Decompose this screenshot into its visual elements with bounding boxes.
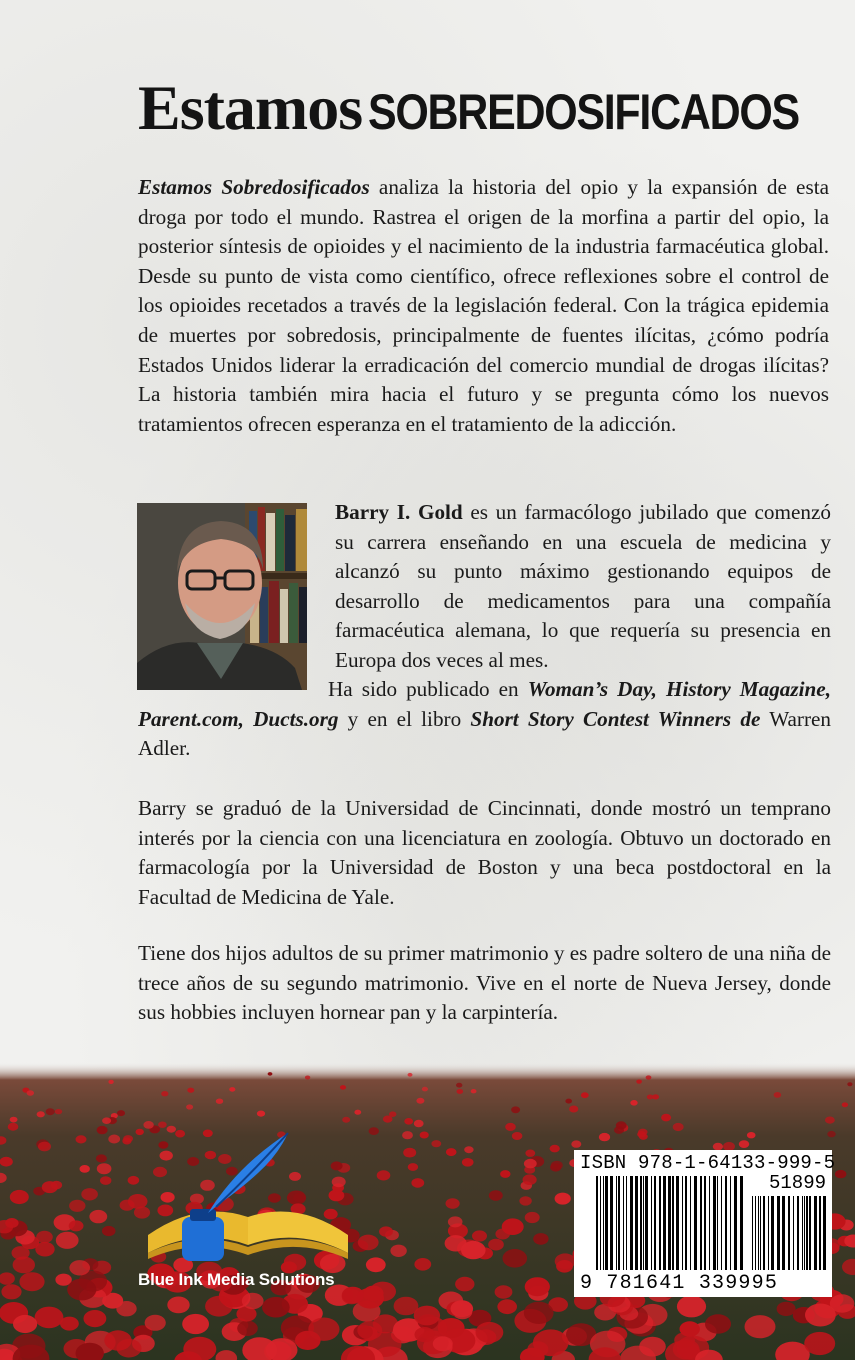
poppy-flower — [161, 1091, 168, 1096]
poppy-flower — [402, 1131, 413, 1139]
barcode-bar — [603, 1176, 604, 1270]
poppy-flower — [464, 1146, 473, 1153]
barcode-bar — [600, 1176, 601, 1270]
poppy-flower — [599, 1133, 610, 1141]
book-title — [138, 72, 838, 143]
poppy-flower — [661, 1114, 671, 1122]
barcode-bar — [640, 1176, 642, 1270]
isbn-number: ISBN 978-1-64133-999-5 — [580, 1152, 836, 1174]
barcode-bar — [676, 1176, 679, 1270]
poppy-flower — [27, 1090, 34, 1096]
barcode-bar — [682, 1176, 683, 1270]
barcode-bar — [713, 1176, 716, 1270]
education-paragraph: Barry se graduó de la Universidad de Cincinnati, donde mostró un temprano interés por la ciencia con una licenciatura en zoología. Obtuvo un doctorado en farmacología por la Universidad de Boston y una beca postdoctoral en la Facultad de Medicina de Yale. — [138, 796, 831, 909]
poppy-flower — [262, 1297, 290, 1318]
barcode-bar — [626, 1176, 627, 1270]
poppy-flower — [616, 1121, 627, 1129]
title-word-estamos: Estamos — [138, 72, 363, 143]
poppy-flower — [827, 1131, 835, 1137]
barcode-bar — [616, 1176, 617, 1270]
poppy-flower — [747, 1132, 756, 1138]
publications-intro: Ha sido publicado en — [328, 677, 528, 701]
barcode-bar — [685, 1176, 687, 1270]
poppy-flower — [462, 1158, 474, 1167]
barcode-bar — [694, 1176, 697, 1270]
barcode-bar — [740, 1176, 743, 1270]
ean-number: 9 781641 339995 — [580, 1272, 779, 1295]
barcode-bar — [809, 1196, 811, 1270]
barcode-bar — [760, 1196, 761, 1270]
barcode-bar — [802, 1196, 803, 1270]
poppy-flower — [673, 1123, 684, 1131]
poppy-flower — [10, 1117, 18, 1123]
poppy-flower — [403, 1148, 416, 1158]
poppy-flower — [379, 1226, 393, 1236]
poppy-flower — [533, 1329, 569, 1356]
barcode-bar — [654, 1176, 656, 1270]
barcode-bar — [659, 1176, 661, 1270]
poppy-flower — [377, 1170, 391, 1180]
poppy-flower — [411, 1178, 424, 1188]
poppy-flower — [102, 1226, 116, 1236]
poppy-flower — [305, 1076, 310, 1080]
poppy-flower — [805, 1304, 836, 1327]
poppy-flower — [533, 1233, 548, 1245]
poppy-flower — [414, 1120, 424, 1127]
poppy-flower — [389, 1111, 396, 1117]
poppy-flower — [636, 1080, 642, 1084]
poppy-flower — [237, 1321, 258, 1336]
poppy-flower — [420, 1132, 429, 1139]
poppy-flower — [76, 1135, 87, 1143]
poppy-flower — [433, 1336, 453, 1351]
poppy-flower — [446, 1198, 460, 1209]
publications-book: Short Story Contest Winners de — [470, 706, 761, 731]
barcode-bar — [763, 1196, 765, 1270]
poppy-flower — [777, 1302, 796, 1316]
poppy-flower — [96, 1154, 107, 1162]
poppy-flower — [556, 1260, 573, 1273]
poppy-flower — [637, 1131, 646, 1138]
isbn-barcode — [574, 1150, 836, 1297]
poppy-flower — [19, 1272, 44, 1291]
poppy-flower — [489, 1190, 503, 1201]
poppy-flower — [774, 1092, 782, 1098]
poppy-flower — [216, 1099, 223, 1104]
poppy-flower — [81, 1188, 98, 1200]
poppy-flower — [35, 1307, 64, 1329]
poppy-flower — [512, 1132, 523, 1140]
publications-paragraph — [138, 675, 831, 764]
poppy-flower — [825, 1117, 835, 1124]
barcode-bar — [730, 1176, 731, 1270]
poppy-flower — [445, 1235, 467, 1251]
poppy-flower — [502, 1218, 524, 1235]
barcode-bar — [734, 1176, 737, 1270]
poppy-flower — [739, 1140, 749, 1148]
poppy-flower — [182, 1314, 209, 1334]
barcode-bar — [618, 1176, 620, 1270]
poppy-flower — [551, 1161, 563, 1170]
poppy-flower — [46, 1108, 55, 1115]
poppy-flower — [187, 1088, 194, 1093]
author-portrait-image — [137, 503, 307, 690]
poppy-flower — [1, 1284, 21, 1299]
barcode-bar — [782, 1196, 785, 1270]
poppy-flower — [8, 1123, 19, 1131]
poppy-flower — [390, 1245, 406, 1257]
poppy-flower — [550, 1145, 560, 1153]
poppy-flower — [167, 1297, 189, 1314]
poppy-flower — [457, 1089, 464, 1094]
poppy-flower — [451, 1300, 474, 1317]
poppy-flower — [503, 1249, 528, 1268]
poppy-flower — [446, 1148, 457, 1156]
poppy-flower — [414, 1306, 440, 1326]
barcode-bar — [596, 1176, 598, 1270]
poppy-flower — [525, 1212, 540, 1223]
poppy-flower — [581, 1092, 589, 1098]
poppy-flower — [476, 1322, 504, 1343]
barcode-bar — [709, 1176, 710, 1270]
poppy-flower — [102, 1117, 111, 1124]
barcode-bar — [690, 1176, 691, 1270]
poppy-flower — [205, 1296, 233, 1317]
poppy-flower — [357, 1321, 382, 1340]
barcode-bar — [704, 1176, 706, 1270]
poppy-flower — [117, 1110, 125, 1116]
poppy-flower — [35, 1242, 54, 1257]
poppy-flower — [145, 1315, 166, 1331]
poppy-flower — [342, 1117, 350, 1123]
poppy-flower — [835, 1170, 846, 1178]
poppy-flower — [97, 1163, 112, 1174]
barcode-bar — [793, 1196, 794, 1270]
poppy-flower — [56, 1232, 79, 1249]
barcode-bar — [643, 1176, 644, 1270]
barcode-bar — [814, 1196, 817, 1270]
poppy-flower — [13, 1257, 35, 1274]
barcode-bar — [758, 1196, 759, 1270]
poppy-flower — [471, 1089, 477, 1093]
poppy-flower — [60, 1317, 79, 1331]
poppy-flower — [571, 1140, 581, 1147]
price-code: 51899 — [768, 1172, 826, 1194]
barcode-bar — [623, 1176, 624, 1270]
poppy-flower — [69, 1260, 90, 1275]
poppy-flower — [108, 1135, 120, 1144]
poppy-flower — [186, 1104, 193, 1109]
poppy-flower — [0, 1157, 13, 1167]
synopsis-text: analiza la historia del opio y la expansión de esta droga por todo el mundo. Rastrea el origen de la morfina a partir del opio, la posterior síntesis de opioides y el nacimiento de la industria farmacéutica global. Desde su punto de vista como científico, ofrece reflexiones sobre el control de los opioides recetados a través de la legislación federal. Con la trágica epidemia de muertes por sobredosis, principalmente de fuentes ilícitas, ¿cómo podría Estados Unidos liderar la erradicación del comercio mundial de drogas ilícitas? La historia también mira hacia el futuro y se pregunta cómo los nuevos tratamientos ofrecen esperanza en el tratamiento de la adicción. — [138, 175, 830, 436]
poppy-flower — [257, 1111, 265, 1117]
barcode-bar — [635, 1176, 638, 1270]
poppy-flower — [511, 1106, 520, 1113]
synopsis-paragraph — [138, 173, 829, 439]
poppy-flower — [415, 1327, 435, 1342]
barcode-bar — [605, 1176, 608, 1270]
poppy-flower — [804, 1332, 835, 1355]
barcode-bar — [725, 1176, 727, 1270]
barcode-bar — [610, 1176, 613, 1270]
poppy-flower — [340, 1085, 346, 1090]
author-bio-text: es un farmacólogo jubilado que comenzó su carrera enseñando en una escuela de medicina y alcanzó su punto máximo gestionando equipos de desarrollo de medicamentos para una compañía farmacéutica alemana, lo que requería su presencia en Europa dos veces al mes. — [335, 500, 832, 672]
poppy-flower — [404, 1118, 413, 1125]
barcode-bar — [752, 1196, 753, 1270]
poppy-flower — [495, 1285, 513, 1298]
barcode-bar — [645, 1176, 648, 1270]
poppy-flower — [569, 1106, 578, 1113]
barcode-bar — [721, 1176, 722, 1270]
author-name: Barry I. Gold — [335, 500, 463, 524]
barcode-bar — [771, 1196, 774, 1270]
poppy-flower — [842, 1102, 848, 1107]
poppy-flower — [414, 1258, 431, 1271]
poppy-flower — [497, 1299, 517, 1314]
poppy-flower — [55, 1109, 62, 1114]
barcode-bar — [777, 1196, 780, 1270]
poppy-flower — [500, 1170, 510, 1178]
poppy-flower — [242, 1293, 264, 1309]
poppy-flower — [646, 1075, 652, 1079]
poppy-flower — [705, 1314, 731, 1334]
poppy-flower — [37, 1111, 45, 1117]
poppy-flower — [422, 1087, 428, 1092]
barcode-bar — [663, 1176, 666, 1270]
poppy-flower — [38, 1142, 51, 1152]
poppy-flower — [108, 1080, 113, 1084]
barcode-bar — [700, 1176, 702, 1270]
poppy-flower — [488, 1239, 504, 1251]
poppy-flower — [69, 1220, 84, 1231]
poppy-flower — [100, 1176, 111, 1185]
barcode-bar — [768, 1196, 769, 1270]
barcode-bar — [804, 1196, 805, 1270]
poppy-flower — [268, 1072, 273, 1076]
barcode-bar — [630, 1176, 633, 1270]
poppy-flower — [472, 1230, 487, 1241]
poppy-flower — [630, 1100, 637, 1106]
poppy-flower — [84, 1310, 107, 1327]
publications-end: Warren Adler. — [138, 706, 832, 761]
poppy-flower — [525, 1277, 550, 1296]
barcode-bar — [797, 1196, 799, 1270]
family-paragraph: Tiene dos hijos adultos de su primer matrimonio y es padre soltero de una niña de trece años de su segundo matrimonio. Vive en el norte de Nueva Jersey, donde sus hobbies incluyen hornear pan y la carpintería. — [138, 941, 831, 1025]
poppy-flower — [13, 1315, 37, 1333]
publications-titles: Woman’s Day, History Magazine, Parent.com, Ducts.org — [138, 677, 831, 731]
poppy-flower — [519, 1196, 531, 1205]
poppy-flower — [524, 1159, 537, 1169]
poppy-flower — [456, 1083, 462, 1088]
publisher-logo — [138, 1125, 368, 1295]
barcode-bar — [823, 1196, 826, 1270]
barcode-bar — [806, 1196, 808, 1270]
poppy-flower — [104, 1330, 131, 1350]
barcode-bar — [788, 1196, 790, 1270]
poppy-flower — [680, 1321, 700, 1336]
poppy-flower — [524, 1302, 554, 1324]
poppy-flower — [431, 1140, 441, 1147]
poppy-flower — [525, 1150, 535, 1157]
poppy-flower — [565, 1099, 572, 1104]
poppy-flower — [369, 1127, 379, 1135]
poppy-flower — [116, 1301, 136, 1316]
barcode-bar — [717, 1176, 718, 1270]
poppy-flower — [847, 1082, 852, 1086]
barcode-bar — [668, 1176, 671, 1270]
poppy-flower — [67, 1279, 96, 1301]
poppy-flower — [229, 1087, 235, 1092]
poppy-flower — [89, 1210, 107, 1223]
poppy-flower — [408, 1073, 413, 1077]
poppy-flower — [416, 1098, 424, 1104]
poppy-flower — [505, 1123, 516, 1131]
poppy-flower — [366, 1257, 386, 1272]
poppy-flower — [745, 1315, 776, 1338]
poppy-flower — [455, 1277, 474, 1292]
poppy-flower — [123, 1135, 133, 1142]
poppy-flower — [69, 1200, 85, 1212]
barcode-bar — [672, 1176, 674, 1270]
author-photo — [137, 503, 307, 690]
ink-pot-book-icon — [138, 1125, 368, 1270]
barcode-bar — [755, 1196, 756, 1270]
poppy-flower — [308, 1318, 339, 1341]
publisher-name: Blue Ink Media Solutions — [138, 1270, 335, 1289]
title-word-sobredosificados: SOBREDOSIFICADOS — [368, 84, 800, 140]
poppy-flower — [80, 1165, 90, 1173]
poppy-flower — [354, 1110, 361, 1115]
author-bio-paragraph — [335, 498, 831, 676]
synopsis-book-title: Estamos Sobredosificados — [138, 175, 370, 199]
poppy-flower — [555, 1193, 571, 1205]
poppy-flower — [448, 1216, 463, 1227]
barcode-bar — [651, 1176, 652, 1270]
poppy-flower — [647, 1095, 654, 1100]
poppy-flower — [408, 1163, 418, 1171]
poppy-flower — [523, 1174, 537, 1185]
barcode-bar — [819, 1196, 821, 1270]
poppy-flower — [97, 1126, 108, 1134]
poppy-flower — [42, 1181, 58, 1193]
poppy-flower — [677, 1296, 706, 1318]
poppy-flower — [10, 1190, 29, 1204]
publications-mid: y en el libro — [338, 706, 471, 731]
